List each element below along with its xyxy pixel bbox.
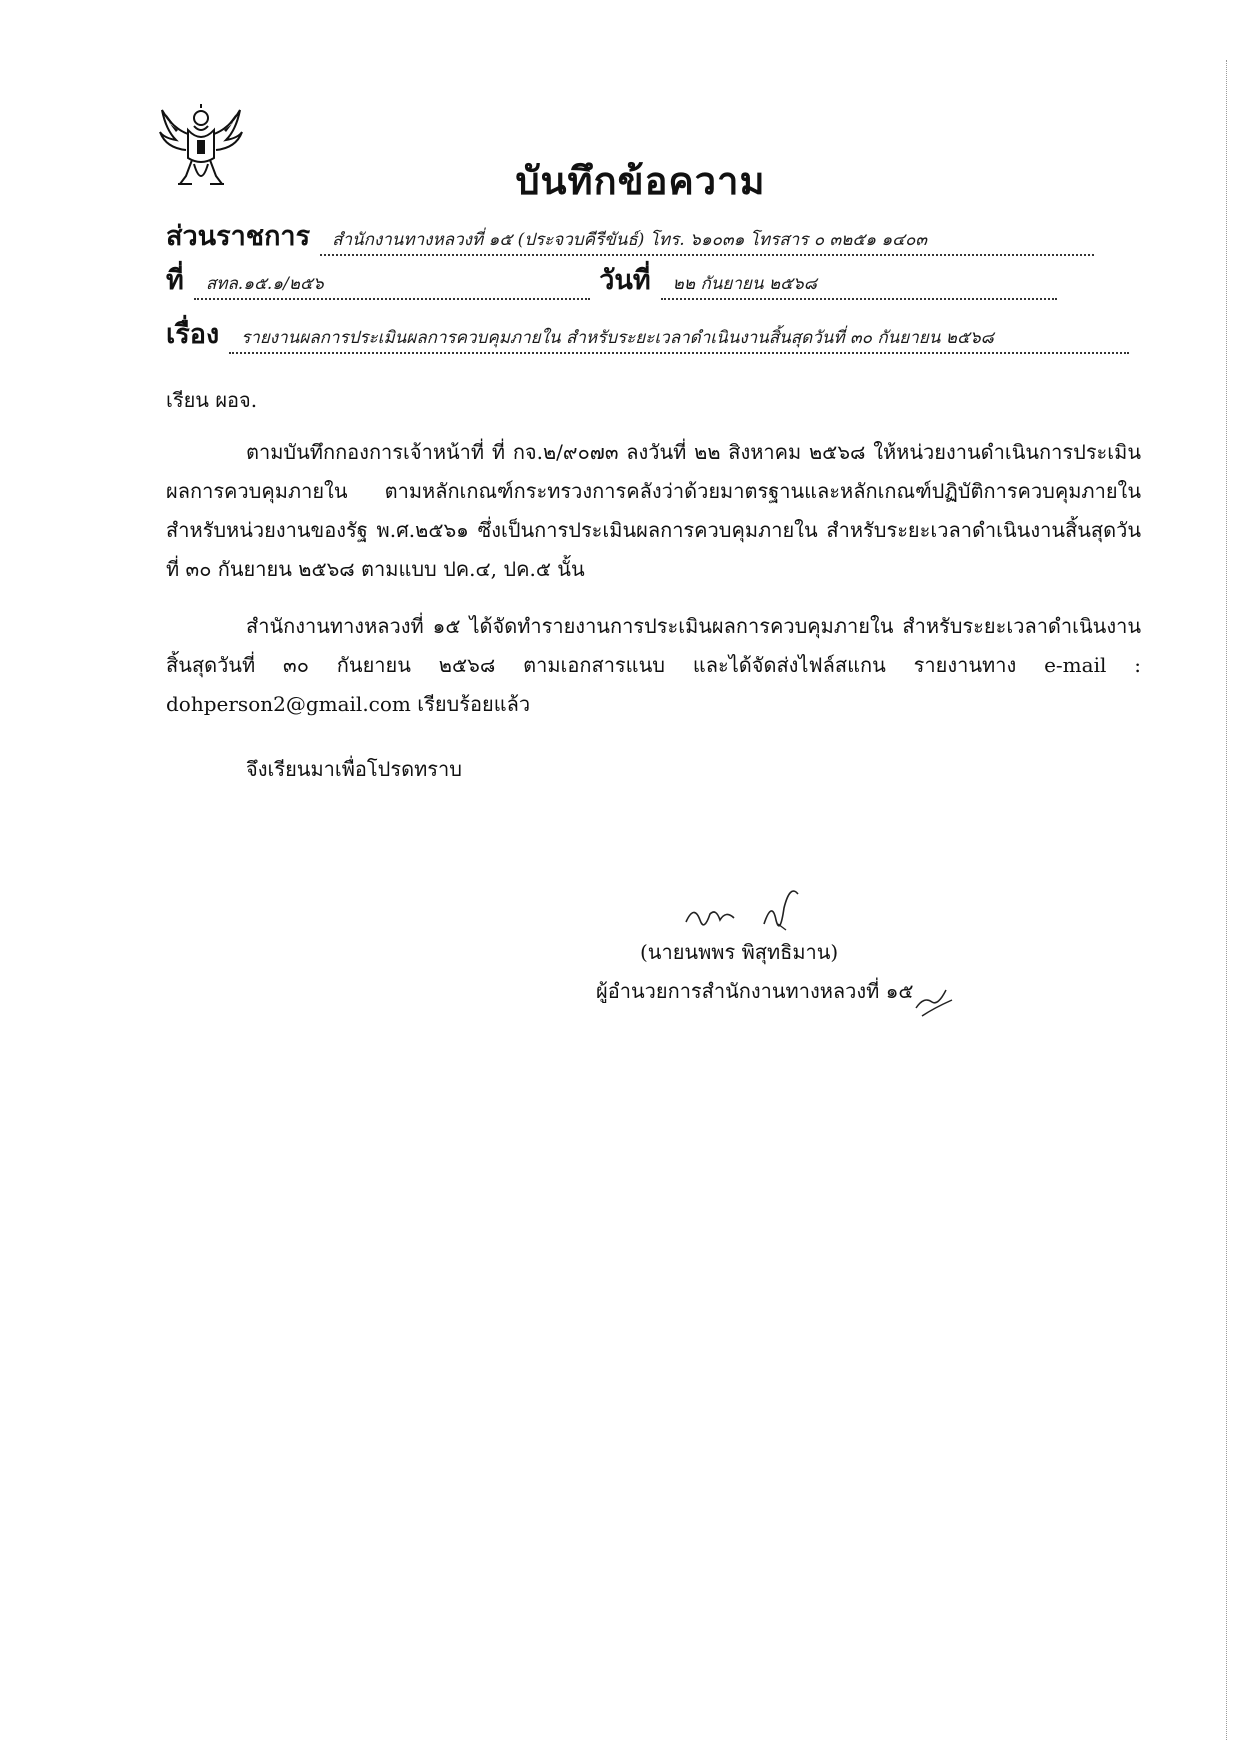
memo-title: บันทึกข้อความ bbox=[515, 158, 766, 203]
closing-line: จึงเรียนมาเพื่อโปรดทราบ bbox=[246, 757, 462, 781]
subject-label: เรื่อง bbox=[166, 319, 220, 350]
agency-label: ส่วนราชการ bbox=[166, 221, 311, 252]
signer-name: (นายนพพร พิสุทธิมาน) bbox=[640, 940, 839, 964]
agency-value: สำนักงานทางหลวงที่ ๑๕ (ประจวบคีรีขันธ์) โทร. ๖๑๐๓๑ โทรสาร ๐ ๓๒๕๑ ๑๔๐๓ bbox=[320, 226, 1094, 256]
subject-value: รายงานผลการประเมินผลการควบคุมภายใน สำหรับระยะเวลาดำเนินงานสิ้นสุดวันที่ ๓๐ กันยายน ๒๕๖๘ bbox=[229, 324, 1129, 354]
paragraph-1-text: ตามบันทึกกองการเจ้าหน้าที่ ที่ กจ.๒/๙๐๗๓ ลงวันที่ ๒๒ สิงหาคม ๒๕๖๘ ให้หน่วยงานดำเนินการประเมินผลการควบคุมภายใน ตามหลักเกณฑ์กระทรวงการคลังว่าด้วยมาตรฐานและหลักเกณฑ์ปฏิบัติการควบคุมภายในสำหรับหน่วยงานของรัฐ พ.ศ.๒๕๖๑ ซึ่งเป็นการประเมินผลการควบคุมภายใน สำหรับระยะเวลาดำเนินงานสิ้นสุดวันที่ ๓๐ กันยายน ๒๕๖๘ ตามแบบ ปค.๔, ปค.๕ นั้น bbox=[166, 440, 1141, 581]
scan-edge-line bbox=[1226, 60, 1227, 1740]
number-value: สทล.๑๕.๑/๒๕๖ bbox=[194, 270, 590, 300]
agency-row bbox=[166, 214, 1094, 257]
signer-position: ผู้อำนวยการสำนักงานทางหลวงที่ ๑๕ bbox=[596, 979, 914, 1003]
handwritten-signature-icon bbox=[680, 880, 820, 940]
subject-row bbox=[166, 312, 1129, 355]
number-label: ที่ bbox=[166, 265, 184, 296]
date-label: วันที่ bbox=[599, 265, 651, 296]
paragraph-2-text: สำนักงานทางหลวงที่ ๑๕ ได้จัดทำรายงานการประเมินผลการควบคุมภายใน สำหรับระยะเวลาดำเนินงานสิ้นสุดวันที่ ๓๐ กันยายน ๒๕๖๘ ตามเอกสารแนบ และได้จัดส่งไฟล์สแกน รายงานทาง e-mail : dohperson2@gmail.com เรียบร้อยแล้ว bbox=[166, 614, 1141, 716]
salutation: เรียน ผอจ. bbox=[166, 388, 258, 412]
handwritten-initials-icon bbox=[912, 978, 958, 1018]
date-value: ๒๒ กันยายน ๒๕๖๘ bbox=[661, 270, 1057, 300]
number-date-row bbox=[166, 258, 1057, 301]
body-paragraph-2 bbox=[166, 607, 1141, 724]
body-paragraph-1 bbox=[166, 433, 1141, 589]
